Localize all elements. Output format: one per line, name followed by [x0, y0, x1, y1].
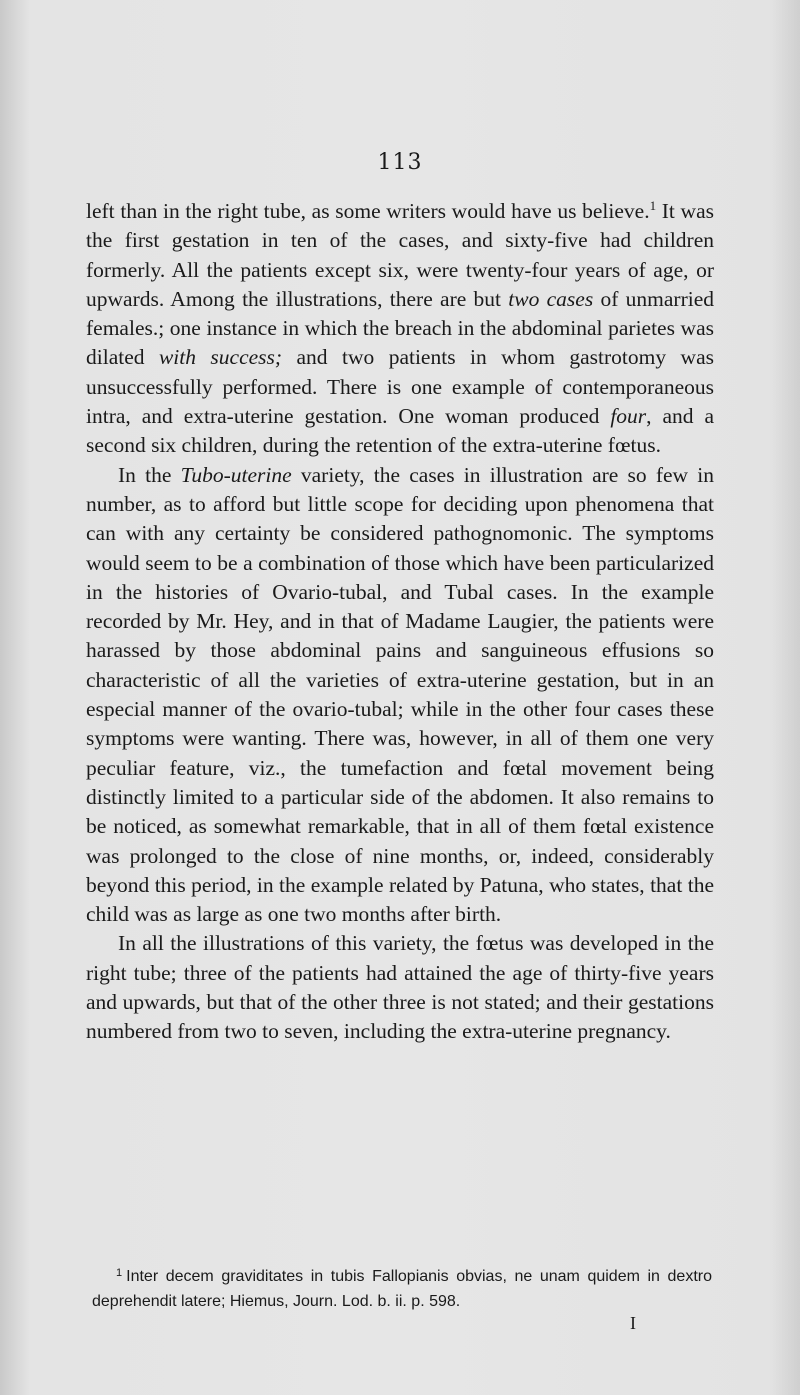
footnote-text: Inter decem graviditates in tubis Fallopianis obvias, ne unam quidem in dextro deprehendit latere; Hiemus, Journ. Lod. b. ii. p. 598.	[92, 1268, 712, 1310]
page-number: 113	[377, 150, 423, 175]
footnote-reference: 1	[649, 198, 657, 213]
text-run: It was the first gestation in ten of the cases, and sixty-five had children formerly. All the patients except six, were twenty-four years of age, or upwards. Among the illustrations, there are but	[86, 199, 714, 311]
body-text	[86, 197, 714, 1047]
italic-text: with success;	[158, 345, 283, 370]
text-run: and two patients in whom gastrotomy was unsuccessfully performed. There is one example of contemporaneous intra, and extra-uterine gestation. One woman produced	[86, 345, 714, 429]
italic-text: four	[610, 404, 647, 429]
italic-text: Tubo-uterine	[180, 462, 292, 487]
text-run: In all the illustrations of this variety, the fœtus was developed in the right tube; three of the patients had attained the age of thirty-five years and upwards, but that of the other three is not stated; and their gestations numbered from two to seven, including the extra-uterine pregnancy.	[86, 931, 714, 1044]
paragraph	[86, 197, 714, 461]
text-run: variety, the cases in illustration are so few in number, as to afford but little scope for deciding upon phenomena that can with any certainty be considered pathognomonic. The symptoms would seem to be a combination of those which have been particularized in the histories of Ovario-tubal, and Tubal cases. In the example recorded by Mr. Hey, and in that of Madame Laugier, the patients were harassed by those abdominal pains and sanguineous effusions so characteristic of all the varieties of extra-uterine gestation, but in an especial manner of the ovario-tubal; while in the other four cases these symptoms were wanting. There was, however, in all of them one very peculiar feature, viz., the tumefaction and fœtal movement being distinctly limited to a particular side of the abdomen. It also remains to be noticed, as somewhat remarkable, that in all of them fœtal existence was prolonged to the close of nine months, or, indeed, considerably beyond this period, in the example related by Patuna, who states, that the child was as large as one two months after birth.	[86, 462, 714, 927]
footnotes	[92, 1264, 712, 1314]
paragraph	[86, 461, 714, 930]
footnote	[92, 1264, 712, 1314]
paragraph	[86, 929, 714, 1046]
italic-text: two cases	[508, 286, 594, 311]
text-run: , and a second six children, during the retention of the extra-uterine fœtus.	[86, 404, 714, 458]
signature-mark: I	[630, 1313, 636, 1333]
footnote-mark: 1	[116, 1267, 123, 1279]
text-run: of unmarried females.; one instance in which the breach in the abdominal parietes was dilated	[86, 286, 715, 370]
text-run: In the	[118, 462, 181, 487]
text-run: left than in the right tube, as some writers would have us believe.	[86, 199, 650, 223]
